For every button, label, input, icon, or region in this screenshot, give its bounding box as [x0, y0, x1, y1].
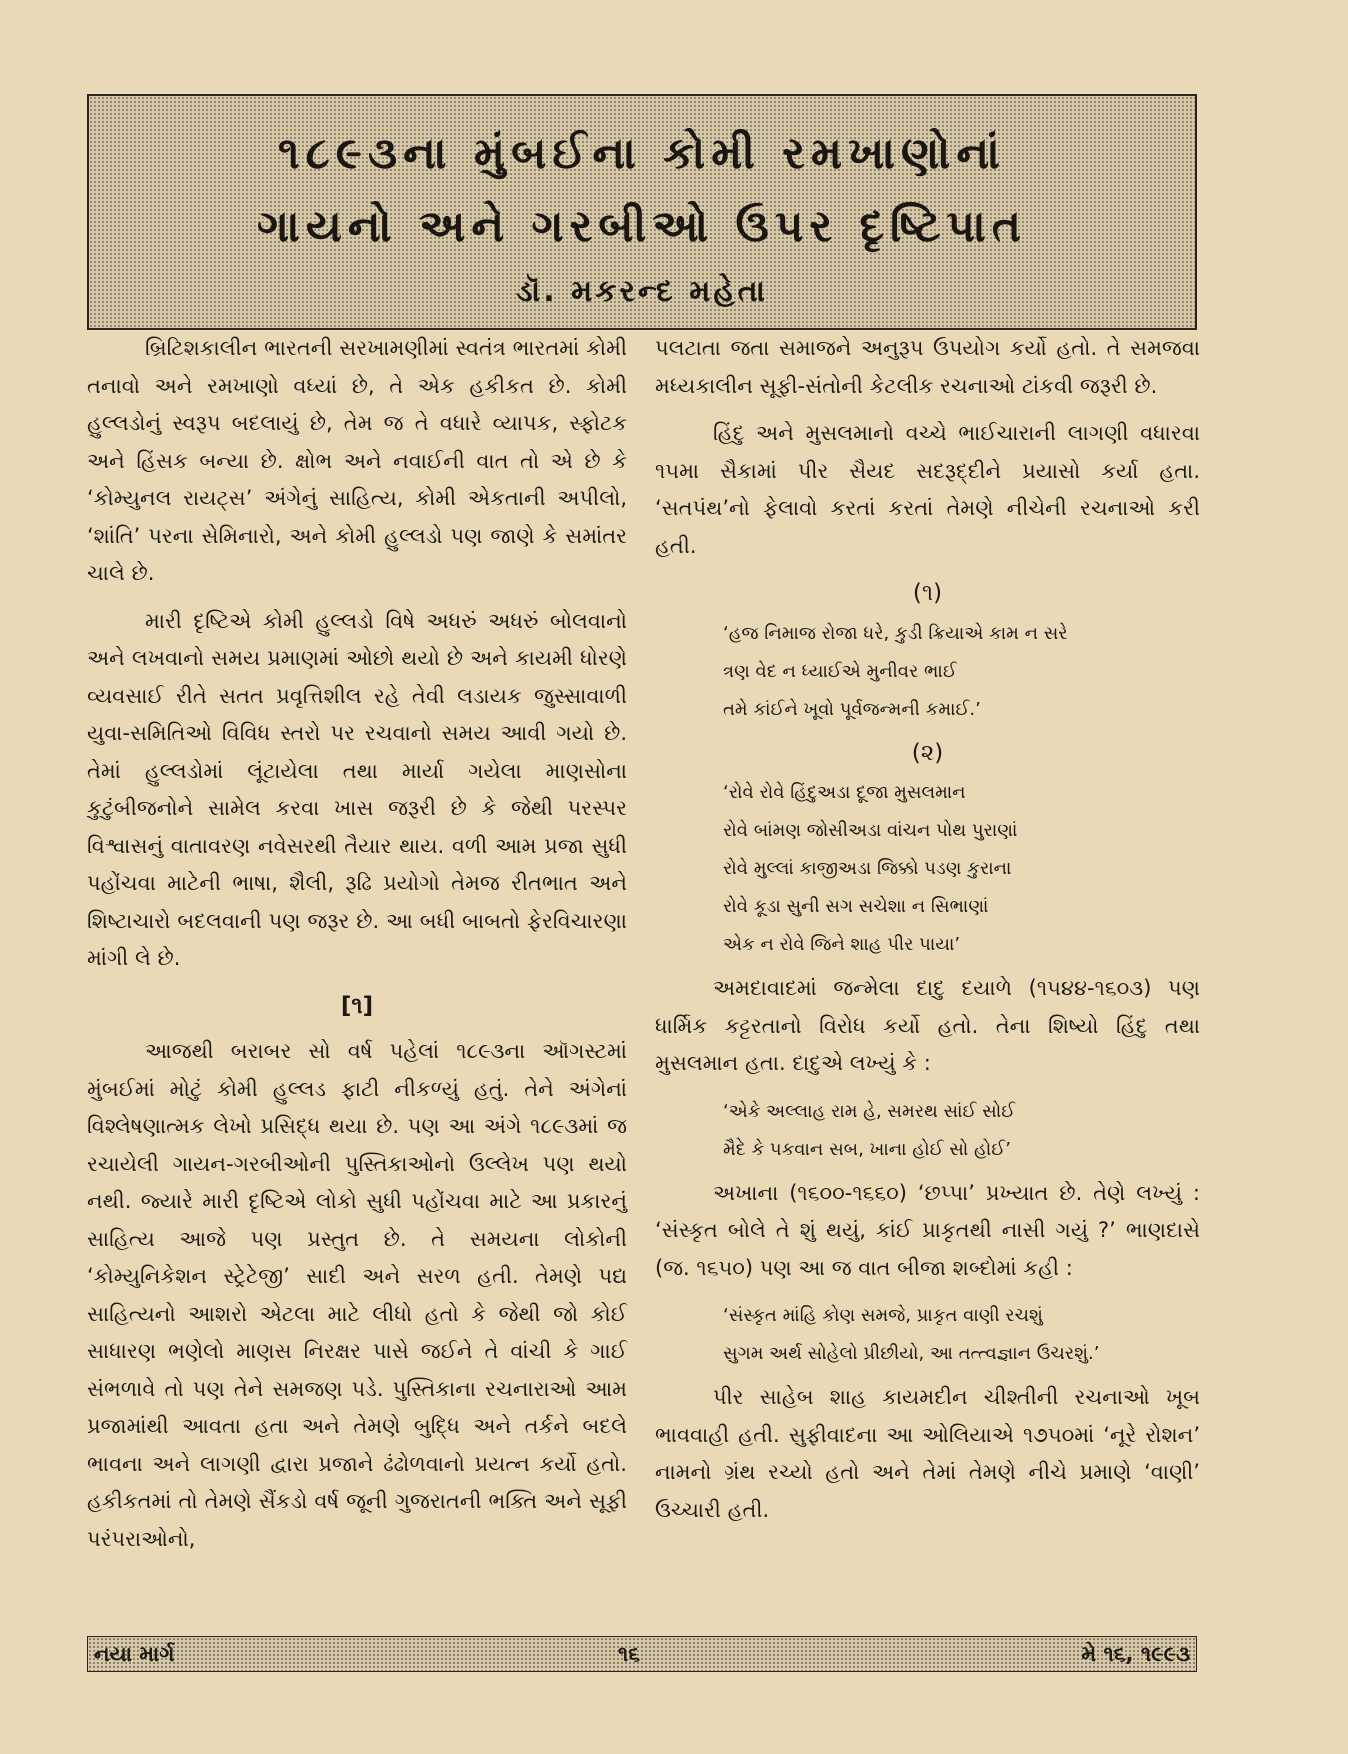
- paragraph: હિંદુ અને મુસલમાનો વચ્ચે ભાઈચારાની લાગણી વધારવા ૧૫મા સૈકામાં પીર સૈયદ સદરૂદ્દીને પ્રયાસો કર્યા હતા. ‘સતપંથ’નો ફેલાવો કરતાં કરતાં તેમણે નીચેની રચનાઓ કરી હતી.: [655, 421, 1200, 558]
- verse-line: ‘હજ નિમાજ રોજા ધરે, કુડી ક્રિયાએ કામ ન સરે: [723, 622, 1068, 644]
- paragraph: અખાના (૧૬૦૦-૧૬૬૦) ‘છપ્પા’ પ્રખ્યાત છે. તેણે લખ્યું : ‘સંસ્કૃત બોલે તે શું થયું, કાંઈ પ્રાકૃતથી નાસી ગયું ?’ ભાણદાસે (જ. ૧૬૫૦) પણ આ જ વાત બીજા શબ્દોમાં કહી :: [655, 1180, 1200, 1280]
- verse-line: રોવે મુલ્લાં કાજીઅડા જિક્કો પડણ કુરાના: [723, 858, 1012, 879]
- verse-line: તમે કાંઈને ખૂવો પૂર્વજન્મની કમાઈ.’: [723, 698, 981, 720]
- paragraph: પલટાતા જતા સમાજને અનુરૂપ ઉપયોગ કર્યો હતો. તે સમજવા મધ્યકાલીન સૂફી-સંતોની કેટલીક રચનાઓ ટાંકવી જરૂરી છે.: [655, 336, 1200, 398]
- verse-line: મૈદે કે પકવાન સબ, ખાના હોઈ સો હોઈ’: [723, 1138, 1011, 1160]
- issue-date: મે ૧૬, ૧૯૯૩: [1081, 1642, 1190, 1666]
- verse-line: ‘એકે અલ્લાહ રામ હે, સમરથ સાંઈ સોઈ: [723, 1100, 1016, 1122]
- verse-line: રોવે કૂડા સુની સગ સચેશા ન સિભાણાં: [723, 896, 989, 917]
- article-title-line-2: ગાયનો અને ગરબીઓ ઉપર દૃષ્ટિપાત: [256, 201, 1028, 252]
- verse-block: [655, 774, 1200, 964]
- paragraph: આજથી બરાબર સો વર્ષ પહેલાં ૧૮૯૩ના ઑગસ્ટમાં મુંબઈમાં મોટું કોમી હુલ્લડ ફાટી નીકળ્યું હતું. તેને અંગેનાં વિશ્લેષણાત્મક લેખો પ્રસિદ્ધ થયા છે. પણ આ અંગે ૧૮૯૩માં જ રચાયેલી ગાયન-ગરબીઓની પુસ્તિકાઓનો ઉલ્લેખ પણ થયો નથી. જ્યારે મારી દૃષ્ટિએ લોકો સુધી પહોંચવા માટે આ પ્રકારનું સાહિત્ય આજે પણ પ્રસ્તુત છે. તે સમયના લોકોની ‘કોમ્યુનિકેશન સ્ટ્રેટેજી’ સાદી અને સરળ હતી. તેમણે પદ્ય સાહિત્યનો આશરો એટલા માટે લીધો હતો કે જેથી જો કોઈ સાધારણ ભણેલો માણસ નિરક્ષર પાસે જઈને તે વાંચી કે ગાઈ સંભળાવે તો પણ તેને સમજણ પડે. પુસ્તિકાના રચનારાઓ આમ પ્રજામાંથી આવતા હતા અને તેમણે બુદ્ધિ અને તર્કને બદલે ભાવના અને લાગણી દ્વારા પ્રજાને ઢંઢોળવાનો પ્રયત્ન કર્યો હતો. હકીકતમાં તો તેમણે સૈંકડો વર્ષ જૂની ગુજરાતની ભક્તિ અને સૂફી પરંપરાઓનો,: [87, 1039, 627, 1551]
- article-title-line-1: ૧૮૯૩ના મુંબઈના કોમી રમખાણોનાં: [278, 128, 1006, 179]
- article-author: ડૉ. મકરન્દ મહેતા: [516, 274, 768, 309]
- paragraph: અમદાવાદમાં જન્મેલા દાદુ દયાળે (૧૫૪૪-૧૬૦૩) પણ ધાર્મિક કટ્ટરતાનો વિરોધ કર્યો હતો. તેના શિષ્યો હિંદુ તથા મુસલમાન હતા. દાદુએ લખ્યું કે :: [655, 976, 1200, 1075]
- left-column: [87, 330, 627, 1568]
- verse-block: [655, 615, 1200, 729]
- paragraph: મારી દૃષ્ટિએ કોમી હુલ્લડો વિષે અધરું અધરું બોલવાનો અને લખવાનો સમય પ્રમાણમાં ઓછો થયો છે અને કાયમી ધોરણે વ્યવસાઈ રીતે સતત પ્રવૃત્તિશીલ રહે તેવી લડાયક જુસ્સાવાળી યુવા-સમિતિઓ વિવિધ સ્તરો પર રચવાનો સમય આવી ગયો છે. તેમાં હુલ્લડોમાં લૂંટાયેલા તથા માર્યા ગયેલા માણસોના કુટુંબીજનોને સામેલ કરવા ખાસ જરૂરી છે કે જેથી પરસ્પર વિશ્વાસનું વાતાવરણ નવેસરથી તૈયાર થાય. વળી આમ પ્રજા સુધી પહોંચવા માટેની ભાષા, શૈલી, રૂઢિ પ્રયોગો તેમજ રીતભાત અને શિષ્ટાચારો બદલવાની પણ જરૂર છે. આ બધી બાબતો ફેરવિચારણા માંગી લે છે.: [87, 608, 627, 970]
- verse-block: [655, 1093, 1200, 1169]
- verse-number: (૧): [912, 580, 943, 606]
- paragraph: બ્રિટિશકાલીન ભારતની સરખામણીમાં સ્વતંત્ર ભારતમાં કોમી તનાવો અને રમખાણો વધ્યાં છે, તે એક હકીકત છે. કોમી હુલ્લડોનું સ્વરૂપ બદલાયું છે, તેમ જ તે વધારે વ્યાપક, સ્ફોટક અને હિંસક બન્યા છે. ક્ષોભ અને નવાઈની વાત તો એ છે કે ‘કોમ્યુનલ રાયટ્સ’ અંગેનું સાહિત્ય, કોમી એકતાની અપીલો, ‘શાંતિ’ પરના સેમિનારો, અને કોમી હુલ્લડો પણ જાણે કે સમાંતર ચાલે છે.: [87, 336, 627, 585]
- section-heading: [૧]: [340, 992, 374, 1019]
- verse-line: રોવે બાંમણ જોસીઅડા વાંચન પોથ પુરાણાં: [723, 820, 1018, 841]
- page-number: ૧૬: [618, 1642, 641, 1666]
- verse-line: ત્રણ વેદ ન ધ્યાઈએ મુનીવર ભાઈ: [723, 660, 957, 682]
- title-banner: [87, 94, 1197, 330]
- verse-block: [655, 1297, 1200, 1373]
- verse-number: (૨): [911, 739, 944, 766]
- right-column: [655, 330, 1200, 1539]
- verse-line: સુગમ અર્થ સોહેલો પ્રીછીયો, આ તત્ત્વજ્ઞાન ઉચરશું.’: [723, 1343, 1100, 1364]
- page-footer: [87, 1636, 1197, 1672]
- verse-line: ‘રોવે રોવે હિંદુઅડા દૂજા મુસલમાન: [723, 782, 966, 803]
- verse-line: એક ન રોવે જિને શાહ પીર પાયા’: [723, 934, 961, 955]
- verse-line: ‘સંસ્કૃત માંહિ કોણ સમજે, પ્રાકૃત વાણી રચશું: [723, 1305, 1043, 1326]
- magazine-name: નયા માર્ગ: [94, 1642, 175, 1666]
- paragraph: પીર સાહેબ શાહ કાયમદીન ચીશ્તીની રચનાઓ ખૂબ ભાવવાહી હતી. સુફીવાદના આ ઓલિયાએ ૧૭૫૦માં ‘નૂરે રોશન’ નામનો ગ્રંથ રચ્યો હતો અને તેમાં તેમણે નીચે પ્રમાણે ‘વાણી’ ઉચ્ચારી હતી.: [655, 1385, 1200, 1522]
